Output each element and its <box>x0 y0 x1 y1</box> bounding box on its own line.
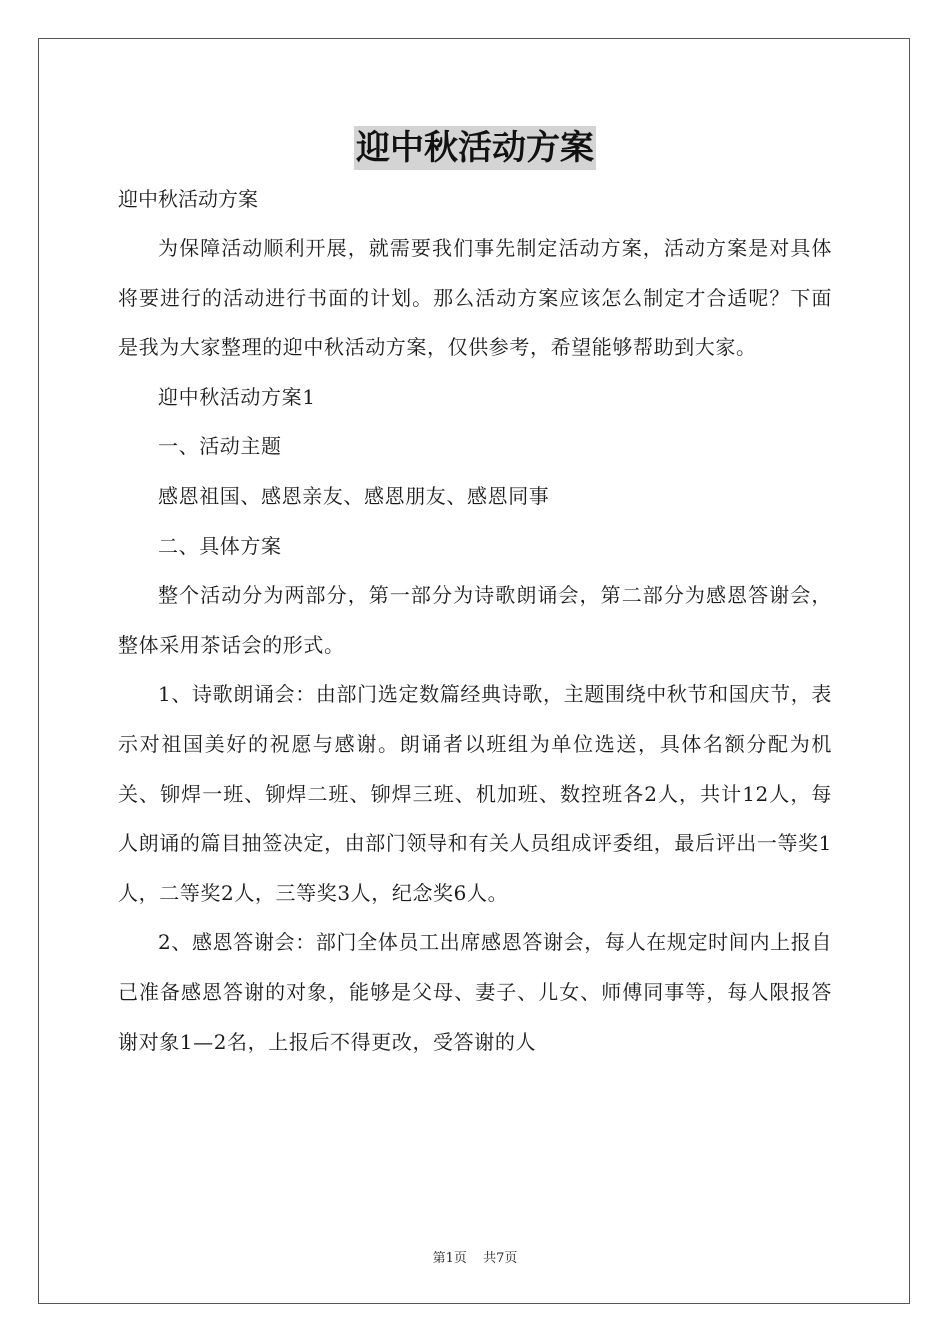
heading-activity-theme: 一、活动主题 <box>158 434 282 459</box>
section-heading-plan-1: 迎中秋活动方案1 <box>158 384 316 409</box>
paragraph-thanksgiving: 2、感恩答谢会：部门全体员工出席感恩答谢会，每人在规定时间内上报自己准备感恩答谢的对象，能够是父母、妻子、儿女、师傅同事等，每人限报答谢对象1—2名，上报后不得更改，受答谢的人 <box>118 930 832 1054</box>
paragraph-theme: 感恩祖国、感恩亲友、感恩朋友、感恩同事 <box>158 483 550 508</box>
page-number: 第1页 <box>432 1251 467 1266</box>
page-total: 共7页 <box>483 1251 518 1266</box>
paragraph-intro: 为保障活动顺利开展，就需要我们事先制定活动方案，活动方案是对具体将要进行的活动进行书面的计划。那么活动方案应该怎么制定才合适呢？下面是我为大家整理的迎中秋活动方案，仅供参考，希望能够帮助到大家。 <box>118 236 832 360</box>
paragraph-poetry-recital: 1、诗歌朗诵会：由部门选定数篇经典诗歌，主题围绕中秋节和国庆节，表示对祖国美好的祝愿与感谢。朗诵者以班组为单位选送，具体名额分配为机关、铆焊一班、铆焊二班、铆焊三班、机加班、数控班各2人，共计12人，每人朗诵的篇目抽签决定，由部门领导和有关人员组成评委组，最后评出一等奖1人，二等奖2人，三等奖3人，纪念奖6人。 <box>118 682 832 905</box>
title-container <box>0 126 950 170</box>
document-title: 迎中秋活动方案 <box>356 128 594 168</box>
page-footer <box>0 1247 950 1266</box>
document-body <box>118 176 832 1067</box>
paragraph-overview: 整个活动分为两部分，第一部分为诗歌朗诵会，第二部分为感恩答谢会，整体采用茶话会的形式。 <box>118 583 832 657</box>
heading-specific-plan: 二、具体方案 <box>158 533 282 558</box>
document-subtitle: 迎中秋活动方案 <box>118 187 258 211</box>
